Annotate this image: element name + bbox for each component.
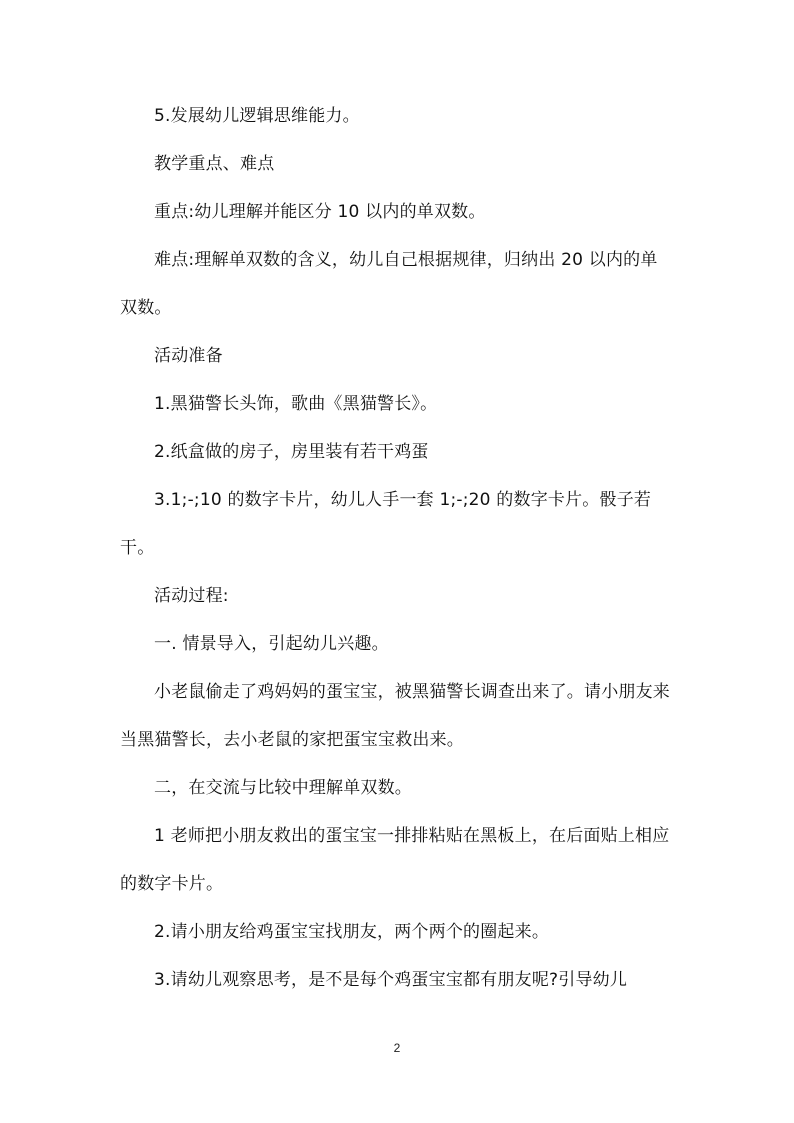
heading-preparation: 活动准备 bbox=[154, 346, 223, 366]
paragraph-difficult-point: 难点:理解单双数的含义，幼儿自己根据规律，归纳出 20 以内的单双数。 bbox=[120, 250, 658, 318]
paragraph-preparation-1: 1.黑猫警长头饰，歌曲《黑猫警长》。 bbox=[154, 394, 438, 414]
paragraph-story: 小老鼠偷走了鸡妈妈的蛋宝宝，被黑猫警长调查出来了。请小朋友来当黑猫警长，去小老鼠的家把蛋宝宝救出来。 bbox=[120, 682, 670, 750]
paragraph-preparation-2: 2.纸盒做的房子，房里装有若干鸡蛋 bbox=[154, 442, 429, 462]
heading-process: 活动过程: bbox=[154, 586, 229, 606]
paragraph-step-2-title: 二，在交流与比较中理解单双数。 bbox=[154, 778, 412, 798]
paragraph-key-point: 重点:幼儿理解并能区分 10 以内的单双数。 bbox=[154, 202, 486, 222]
paragraph-goal-5: 5.发展幼儿逻辑思维能力。 bbox=[154, 106, 360, 126]
document-body bbox=[120, 92, 672, 1004]
paragraph-step-2-2: 2.请小朋友给鸡蛋宝宝找朋友，两个两个的圈起来。 bbox=[154, 922, 550, 942]
paragraph-step-2-1: 1 老师把小朋友救出的蛋宝宝一排排粘贴在黑板上，在后面贴上相应的数字卡片。 bbox=[120, 826, 670, 894]
page-number: 2 bbox=[393, 1041, 401, 1055]
paragraph-step-2-3: 3.请幼儿观察思考，是不是每个鸡蛋宝宝都有朋友呢?引导幼儿 bbox=[154, 970, 628, 990]
paragraph-preparation-3: 3.1;-;10 的数字卡片，幼儿人手一套 1;-;20 的数字卡片。骰子若干。 bbox=[120, 490, 652, 558]
paragraph-step-1-title: 一. 情景导入，引起幼儿兴趣。 bbox=[154, 634, 389, 654]
heading-key-points: 教学重点、难点 bbox=[154, 154, 275, 174]
